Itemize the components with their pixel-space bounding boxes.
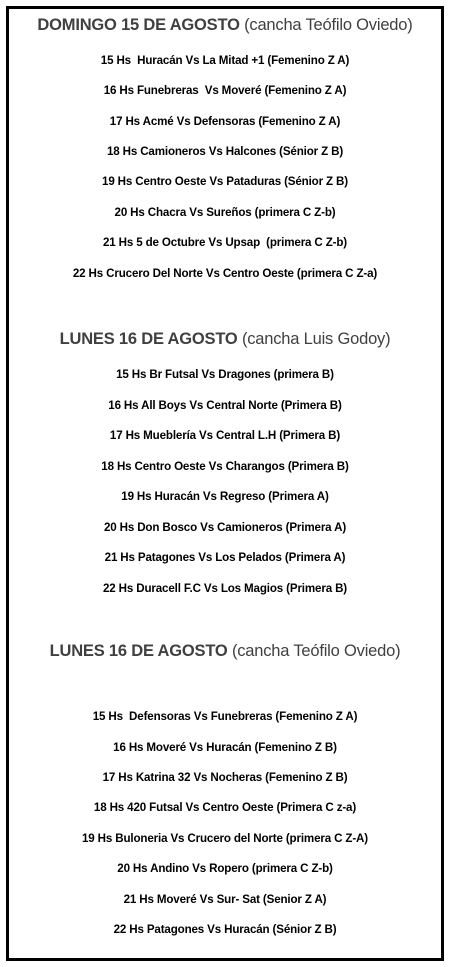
- section-venue: (cancha Luis Godoy): [241, 330, 391, 348]
- match-row: 22 Hs Crucero Del Norte Vs Centro Oeste (primera C Z-a): [72, 267, 378, 280]
- match-row: 21 Hs 5 de Octubre Vs Upsap (primera C Z-b): [102, 236, 348, 249]
- match-row: 17 Hs Mueblería Vs Central L.H (Primera B): [109, 429, 341, 442]
- section-date: LUNES 16 DE AGOSTO: [49, 642, 228, 660]
- match-row: 21 Hs Moveré Vs Sur- Sat (Senior Z A): [123, 893, 327, 906]
- match-row: 22 Hs Patagones Vs Huracán (Sénior Z B): [113, 923, 337, 936]
- match-row: 17 Hs Katrina 32 Vs Nocheras (Femenino Z B): [102, 771, 348, 784]
- match-row: 16 Hs All Boys Vs Central Norte (Primera B): [108, 399, 342, 412]
- schedule-frame: [6, 6, 444, 961]
- match-row: 15 Hs Defensoras Vs Funebreras (Femenino Z A): [92, 710, 358, 723]
- section-date: DOMINGO 15 DE AGOSTO: [37, 16, 240, 34]
- match-row: 20 Hs Chacra Vs Sureños (primera C Z-b): [114, 206, 336, 219]
- match-row: 15 Hs Br Futsal Vs Dragones (primera B): [116, 368, 334, 381]
- section-venue: (cancha Teófilo Oviedo): [244, 16, 413, 34]
- match-row: 17 Hs Acmé Vs Defensoras (Femenino Z A): [109, 115, 341, 128]
- match-row: 19 Hs Buloneria Vs Crucero del Norte (primera C Z-A): [82, 832, 368, 845]
- match-row: 18 Hs Centro Oeste Vs Charangos (Primera B): [101, 460, 349, 473]
- match-row: 16 Hs Moveré Vs Huracán (Femenino Z B): [113, 741, 337, 754]
- section-venue: (cancha Teófilo Oviedo): [231, 642, 401, 660]
- match-row: 18 Hs Camioneros Vs Halcones (Sénior Z B): [106, 145, 344, 158]
- match-row: 15 Hs Huracán Vs La Mitad +1 (Femenino Z A): [100, 54, 350, 67]
- section-title: [9, 642, 441, 661]
- match-row: 20 Hs Don Bosco Vs Camioneros (Primera A): [103, 521, 347, 534]
- section-title: [9, 330, 441, 349]
- match-row: 18 Hs 420 Futsal Vs Centro Oeste (Primera C z-a): [93, 801, 357, 814]
- match-row: 19 Hs Centro Oeste Vs Pataduras (Sénior Z B): [102, 175, 348, 188]
- match-row: 16 Hs Funebreras Vs Moveré (Femenino Z A): [103, 84, 347, 97]
- match-row: 21 Hs Patagones Vs Los Pelados (Primera A): [104, 551, 346, 564]
- match-row: 19 Hs Huracán Vs Regreso (Primera A): [121, 490, 329, 503]
- section-date: LUNES 16 DE AGOSTO: [59, 330, 238, 348]
- section-title: [9, 16, 441, 35]
- match-row: 20 Hs Andino Vs Ropero (primera C Z-b): [117, 862, 333, 875]
- match-row: 22 Hs Duracell F.C Vs Los Magios (Primera B): [102, 582, 348, 595]
